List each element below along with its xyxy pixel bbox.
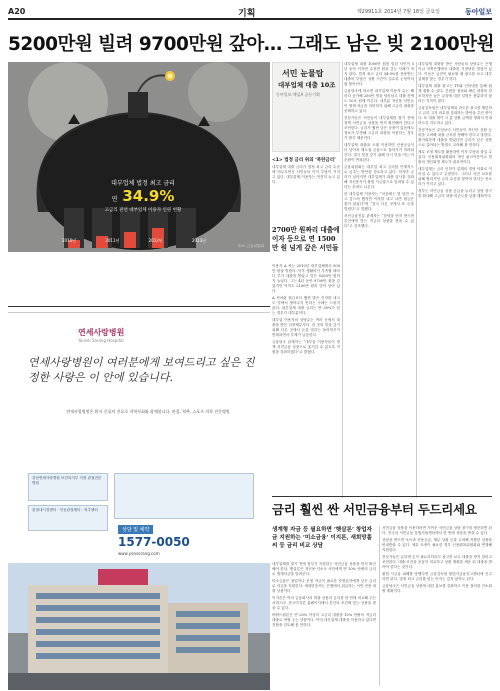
year-label: 2013년	[191, 238, 206, 243]
article1-byline: <1> 법정 금리 위의 ‘폭탄금리’	[272, 158, 336, 163]
article1-col-2: 대부업체 대출 1000만 원을 빌린 서민이 5년 동안 이자만 수천만 원을 갚는 사례가 적지 않다. 법정 최고 금리 34.9%를 적용받는 대출의 부담은 상환 기간이 길수록 눈덩이처럼 불어난다. 금융당국에 따르면 대부업체 이용자 수는 해마다 증가해 250만 명을 넘어섰고 대출 잔액도 10조 원에 이른다. 대부분 저신용 서민들이 생계 자금을 마련하기 위해 고금리 대출을 선택하고 있다. 전문가들은 서민들이 대부업체를 찾기 전에 정책 서민금융 상품을 먼저 확인해야 한다고 조언한다. 금리가 훨씬 낮은 상품이 있음에도 정보가 부족해 고금리 대출을 이용하는 경우가 많기 때문이다. 대부업체 대출을 오래 이용하면 신용등급이 더 낮아져 제도권 금융으로 돌아가기 어려워진다. 결국 빚을 갚기 위해 다시 빚을 지는 악순환이 반복된다. 금융위원회는 대부업 최고 금리를 단계적으로 낮추는 방안을 검토하고 있다. 하지만 금리가 낮아지면 대부업체가 대출 심사를 강화해 저신용자가 불법 사금융으로 밀려날 수 있다는 우려도 나온다. 한 대부업체 이용자는 “처음에는 몇 달만 쓰고 갚으려 했지만 이자를 내고 나면 원금은 줄지 않았다”며 “결국 다른 곳에서 또 돈을 빌렸다”고 말했다. 서민금융진흥 관계자는 “상담을 먼저 받으면 본인에게 맞는 저금리 상품을 찾을 수 있다”고 강조했다.	[344, 62, 414, 228]
ad-info: 연세사랑병원은 환자 중심의 진료로 지역사회와 함께합니다. 관절, 척추, 스포츠 의학 전문병원	[66, 409, 230, 414]
hospital-advertisement	[8, 312, 270, 690]
year-label: 2011년	[105, 238, 120, 243]
debt-bomb-illustration	[8, 62, 270, 252]
paper-name: 동아일보	[464, 8, 492, 16]
hospital-building-photo	[8, 563, 270, 690]
phone-label: 상담 및 예약	[118, 525, 153, 534]
column-divider	[342, 62, 343, 498]
page-number: A20	[8, 7, 26, 16]
article1-col-3: 대부업체 대출을 받은 사람들의 상당수는 은행이나 저축은행에서 대출을 거절당한 경험이 있다. 이들은 급전이 필요할 때 광고를 보고 대부업체를 찾는 경우가 많다. 대부업체 대출 광고는 TV와 인터넷을 통해 쉽게 접할 수 있다. 간편한 절차와 빠른 대출을 강조하지만 높은 금리에 대한 설명은 충분하지 않다는 지적이 많다. 금융감독원은 대부업체의 과도한 광고를 제한하고 금리 고지 의무를 강화하는 방안을 추진 중이다. 또 대출 계약 시 총 상환 금액을 명확히 안내하도록 지도하고 있다. 전문가들은 무엇보다 서민들이 자신의 상환 능력을 고려해 대출 규모를 정해야 한다고 말한다. 불가피하게 대출을 받았다면 금리가 낮은 상품으로 갈아타는 방법도 고려해 볼 만하다. 채무 조정 제도를 활용하면 이자 부담을 줄일 수 있다. 신용회복위원회의 개인 워크아웃이나 법원의 개인회생 제도가 대표적이다. 대부업계는 금리 인하가 업계의 경영 악화로 이어질 수 있다고 주장한다. 그러나 서민 보호를 위해 합리적인 금리 수준을 찾아야 한다는 목소리가 커지고 있다. 정부는 서민금융 상품 공급을 늘리고 상담 창구를 확대해 고금리 대출 의존도를 낮출 계획이다.	[418, 62, 492, 198]
phone-number[interactable]: 1577-0050	[118, 535, 190, 549]
rate-stat: 대부업체 법정 최고 금리 연 34.9% 고금리 관련 대부업체 이용자 인원 현황	[68, 178, 218, 213]
article1-col-1: <1> 법정 금리 위의 ‘폭탄금리’ 대부업체 대출 금리가 법정 최고 금리 수준에 머무르면서 서민들의 이자 부담이 커지고 있다. 대부업체 이용자는 여전히 늘고 있다.	[272, 158, 340, 184]
ad-box-1: 강남연세사랑병원 보건복지부 지정 관절전문병원	[28, 473, 108, 501]
ad-info-boxes	[28, 473, 254, 533]
section-rule	[272, 496, 492, 497]
article1-col-lower: 이용자 A 씨는 2010년 대부업체에서 500만 원을 빌렸다. 이후 생활비가 부족할 때마다 추가 대출을 받았고 빚은 5200만 원까지 늘었다. 그는 4년 동안 9700만 원을 갚았지만 아직도 2100만 원의 빚이 남아 있다. A 씨처럼 원금보다 훨씬 많은 이자를 내고도 빚에서 벗어나지 못하는 사례는 드물지 않다. 대부업체 대출 금리는 연 30%가 넘는 경우가 대부분이다. 대부업 이용자의 상당수는 여러 곳에서 대출을 받은 다중채무자다. 한 곳의 빚을 갚기 위해 다른 곳에서 돈을 빌리는 돌려막기가 반복되면서 부채가 급증한다. 금융당국 관계자는 “대부업 이용자들이 정책 서민금융 상품으로 옮겨갈 수 있도록 지원을 강화하겠다”고 밝혔다.	[272, 264, 340, 354]
year-label: 2012년	[148, 238, 163, 243]
ad-slogan: 연세사랑병원이 여러분에게 보여드리고 싶은 진정한 사랑은 이 안에 있습니다.	[28, 356, 255, 384]
section-name: 기획	[238, 9, 256, 19]
chart-caption: 고금리 관련 대부업체 이용자 인원 현황	[104, 208, 182, 213]
rate-label: 대부업체 법정 최고 금리	[111, 180, 175, 187]
website-link[interactable]: www.yonserang.com	[118, 551, 160, 556]
series-note: 동아일보·채널A 공동기획	[276, 92, 320, 97]
article2-col-2: 서민금융 상품을 이용하려면 가까운 서민금융 상담 창구를 방문하면 된다. 전국의 서민금융 통합지원센터에서 한 번에 상담을 받을 수 있다. 상담을 받으면 소득과 신용등급, 채무 상황 등을 고려해 적합한 상품을 안내받을 수 있다. 채무 조정이 필요한 경우 신용회복위원회와 연계해 지원한다. 전문가들은 급하게 돈이 필요하더라도 광고만 보고 대출을 받지 말라고 조언한다. 대출 조건을 꼼꼼히 비교하고 상환 계획을 세운 뒤 대출을 받아야 한다는 것이다. 불법 사금융 피해를 당했다면 금융감독원 불법사금융신고센터에 신고하면 된다. 법정 최고 금리를 넘는 이자는 갚지 않아도 된다. 금융당국은 서민금융 상품에 대한 홍보를 강화하고 이용 절차를 간소화할 계획이다.	[382, 526, 492, 593]
article2-title: 금리 훨씬 싼 서민금융부터 두드리세요	[272, 502, 477, 517]
series-title: 서민 눈물탑	[282, 69, 324, 78]
hospital-logo-sub: Yonsei Sarang Hospital	[78, 338, 124, 343]
ad-box-3	[114, 473, 254, 519]
hospital-logo	[78, 327, 124, 343]
issue-meta: 제29911호 2014년 7월 18일 금요일	[356, 9, 440, 15]
main-headline: 5200만원 빌려 9700만원 갚아… 그래도 남은 빚 2100만원	[8, 34, 494, 55]
building-artwork	[8, 563, 270, 690]
bomb-artwork	[8, 62, 270, 252]
series-badge	[272, 62, 340, 152]
article2-lead: 생계형 자금 등 필요하면 ‘햇살론’ 창업자금 지원하는 ‘미소금융’ 이지론, 새희망홀씨 등 금리 비교 상담	[272, 527, 373, 549]
page-header	[8, 6, 492, 20]
series-subtitle: 대부업체 대출 10조	[278, 81, 336, 89]
year-label: 2010년	[62, 238, 77, 243]
column-divider	[416, 62, 417, 498]
article2-col-1: 대부업체를 찾기 전에 정부가 지원하는 서민금융 상품을 먼저 확인해야 한다. 햇살론은 저신용·저소득 서민에게 연 10% 안팎의 금리로 생계자금을 빌려준다. 미소금융은 창업이나 운영 자금이 필요한 자영업자에게 낮은 금리로 자금을 지원한다. 새희망홀씨는 은행에서 취급하는 서민 전용 대출 상품이다. 이지론은 여러 금융회사의 대출 상품과 금리를 한 번에 비교해 주는 서비스다. 한국이지론 홈페이지에서 본인의 조건에 맞는 상품을 찾을 수 있다. 바꿔드림론은 연 20% 이상의 고금리 대출을 10% 안팎의 저금리 대출로 바꿔 주는 상품이다. 이미 대부업체 대출을 이용하고 있다면 전환을 검토해 볼 만하다.	[272, 562, 376, 627]
column-divider	[379, 526, 380, 686]
section-rule	[8, 306, 270, 307]
rate-value: 34.9%	[122, 187, 175, 205]
article1-subhead: 2700만 원짜리 대출에 이자 등으로 연 1500만 원 넘게 갚은 서민들	[272, 226, 340, 252]
illustration-source: 자료: 금융위원회	[237, 244, 264, 248]
ad-box-2: 관절내시경센터 · 인공관절센터 · 척추센터	[28, 505, 108, 531]
year-labels	[62, 238, 206, 244]
hospital-logo-text: 연세사랑병원	[78, 328, 125, 337]
